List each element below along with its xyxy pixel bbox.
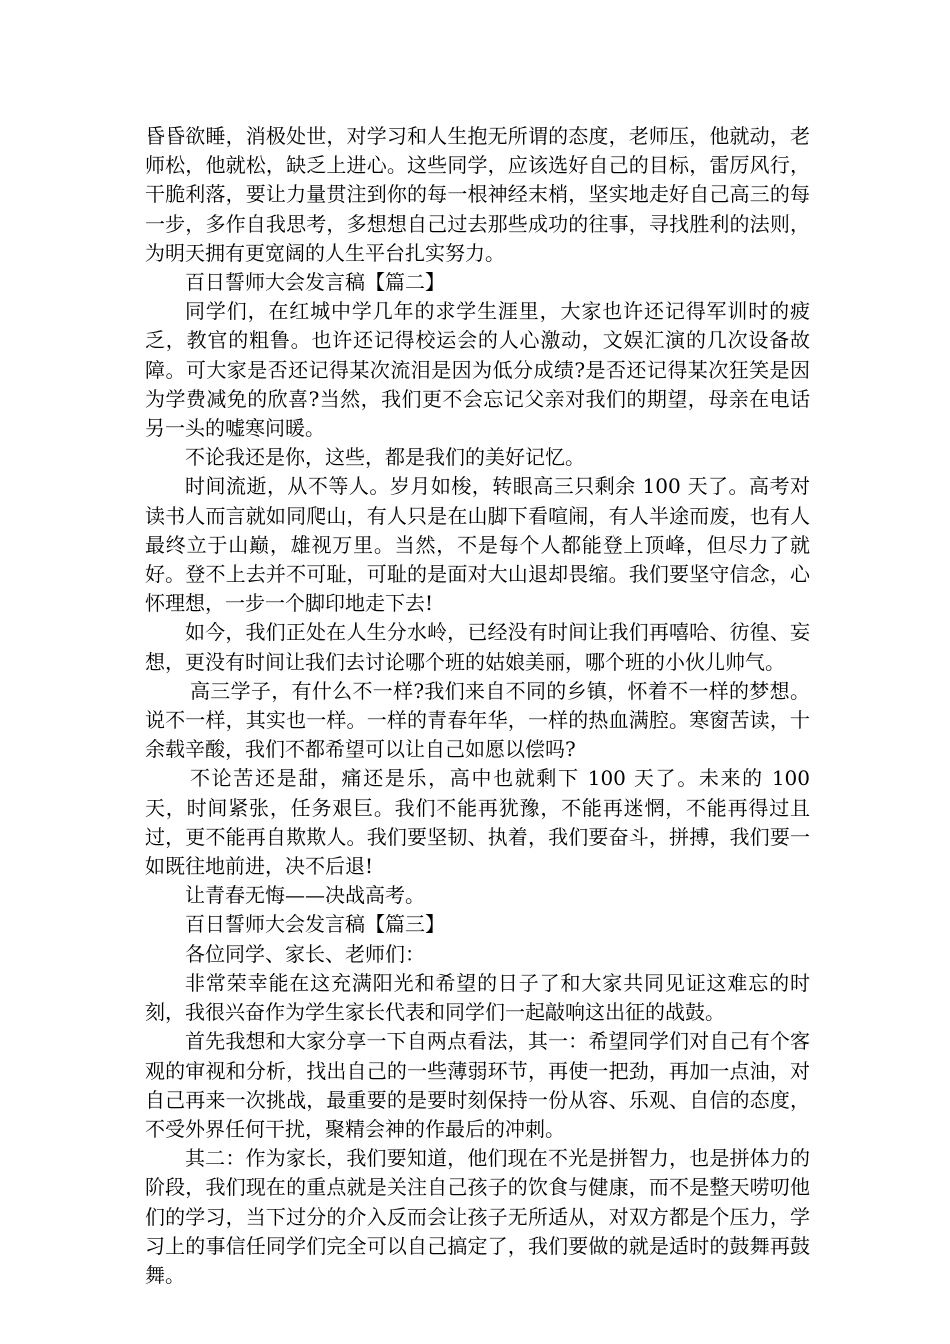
paragraph: 让青春无悔——决战高考。: [185, 883, 425, 908]
salutation: 各位同学、家长、老师们：: [185, 941, 425, 966]
paragraph: 时间流逝，从不等人。岁月如梭，转眼高三只剩余 100 天了。高考对读书人而言就如同爬山，有人只是在山脚下看喧闹，有人半途而废，也有人最终立于山巅，雄视万里。当然，不是每个人都能登上顶峰，但尽力了就好。登不上去并不可耻，可耻的是面对大山退却畏缩。我们要坚守信念，心怀理想，一步一个脚印地走下去!: [145, 474, 810, 616]
paragraph: 不论我还是你，这些，都是我们的美好记忆。: [185, 445, 585, 470]
paragraph: 如今，我们正处在人生分水岭，已经没有时间让我们再嘻哈、彷徨、妄想，更没有时间让我们去讨论哪个班的姑娘美丽，哪个班的小伙儿帅气。: [145, 620, 810, 674]
document-page: [145, 122, 810, 1290]
paragraph-continuation: 昏昏欲睡，消极处世，对学习和人生抱无所谓的态度，老师压，他就动，老师松，他就松，缺乏上进心。这些同学，应该选好自己的目标，雷厉风行，干脆利落，要让力量贯注到你的每一根神经末梢，坚实地走好自己高三的每一步，多作自我思考，多想想自己过去那些成功的往事，寻找胜利的法则，为明天拥有更宽阔的人生平台扎实努力。: [145, 124, 810, 265]
section-heading-part-two: 百日誓师大会发言稿【篇二】: [185, 270, 445, 295]
paragraph: 同学们，在红城中学几年的求学生涯里，大家也许还记得军训时的疲乏，教官的粗鲁。也许还记得校运会的人心激动，文娱汇演的几次设备故障。可大家是否还记得某次流泪是因为低分成绩?是否还记得某次狂笑是因为学费减免的欣喜?当然，我们更不会忘记父亲对我们的期望，母亲在电话另一头的嘘寒问暖。: [145, 299, 810, 441]
paragraph: 首先我想和大家分享一下自两点看法，其一：希望同学们对自己有个客观的审视和分析，找出自己的一些薄弱环节，再使一把劲，再加一点油，对自己再来一次挑战，最重要的是要时刻保持一份从容、乐观、自信的态度，不受外界任何干扰，聚精会神的作最后的冲刺。: [145, 1029, 810, 1141]
paragraph: 非常荣幸能在这充满阳光和希望的日子了和大家共同见证这难忘的时刻，我很兴奋作为学生家长代表和同学们一起敲响这出征的战鼓。: [145, 970, 810, 1025]
paragraph: 不论苦还是甜，痛还是乐，高中也就剩下 100 天了。未来的 100 天，时间紧张，任务艰巨。我们不能再犹豫，不能再迷惘，不能再得过且过，更不能再自欺欺人。我们要坚韧、执着，我们要奋斗，拼搏，我们要一如既往地前进，决不后退!: [145, 766, 810, 879]
section-heading-part-three: 百日誓师大会发言稿【篇三】: [185, 912, 445, 937]
paragraph: 高三学子，有什么不一样?我们来自不同的乡镇，怀着不一样的梦想。说不一样，其实也一样。一样的青春年华，一样的热血满腔。寒窗苦读，十余载辛酸，我们不都希望可以让自己如愿以偿吗?: [145, 678, 810, 762]
paragraph: 其二：作为家长，我们要知道，他们现在不光是拼智力，也是拼体力的阶段，我们现在的重点就是关注自己孩子的饮食与健康，而不是整天唠叨他们的学习，当下过分的介入反而会让孩子无所适从，对双方都是个压力，学习上的事信任同学们完全可以自己搞定了，我们要做的就是适时的鼓舞再鼓舞。: [145, 1146, 810, 1287]
